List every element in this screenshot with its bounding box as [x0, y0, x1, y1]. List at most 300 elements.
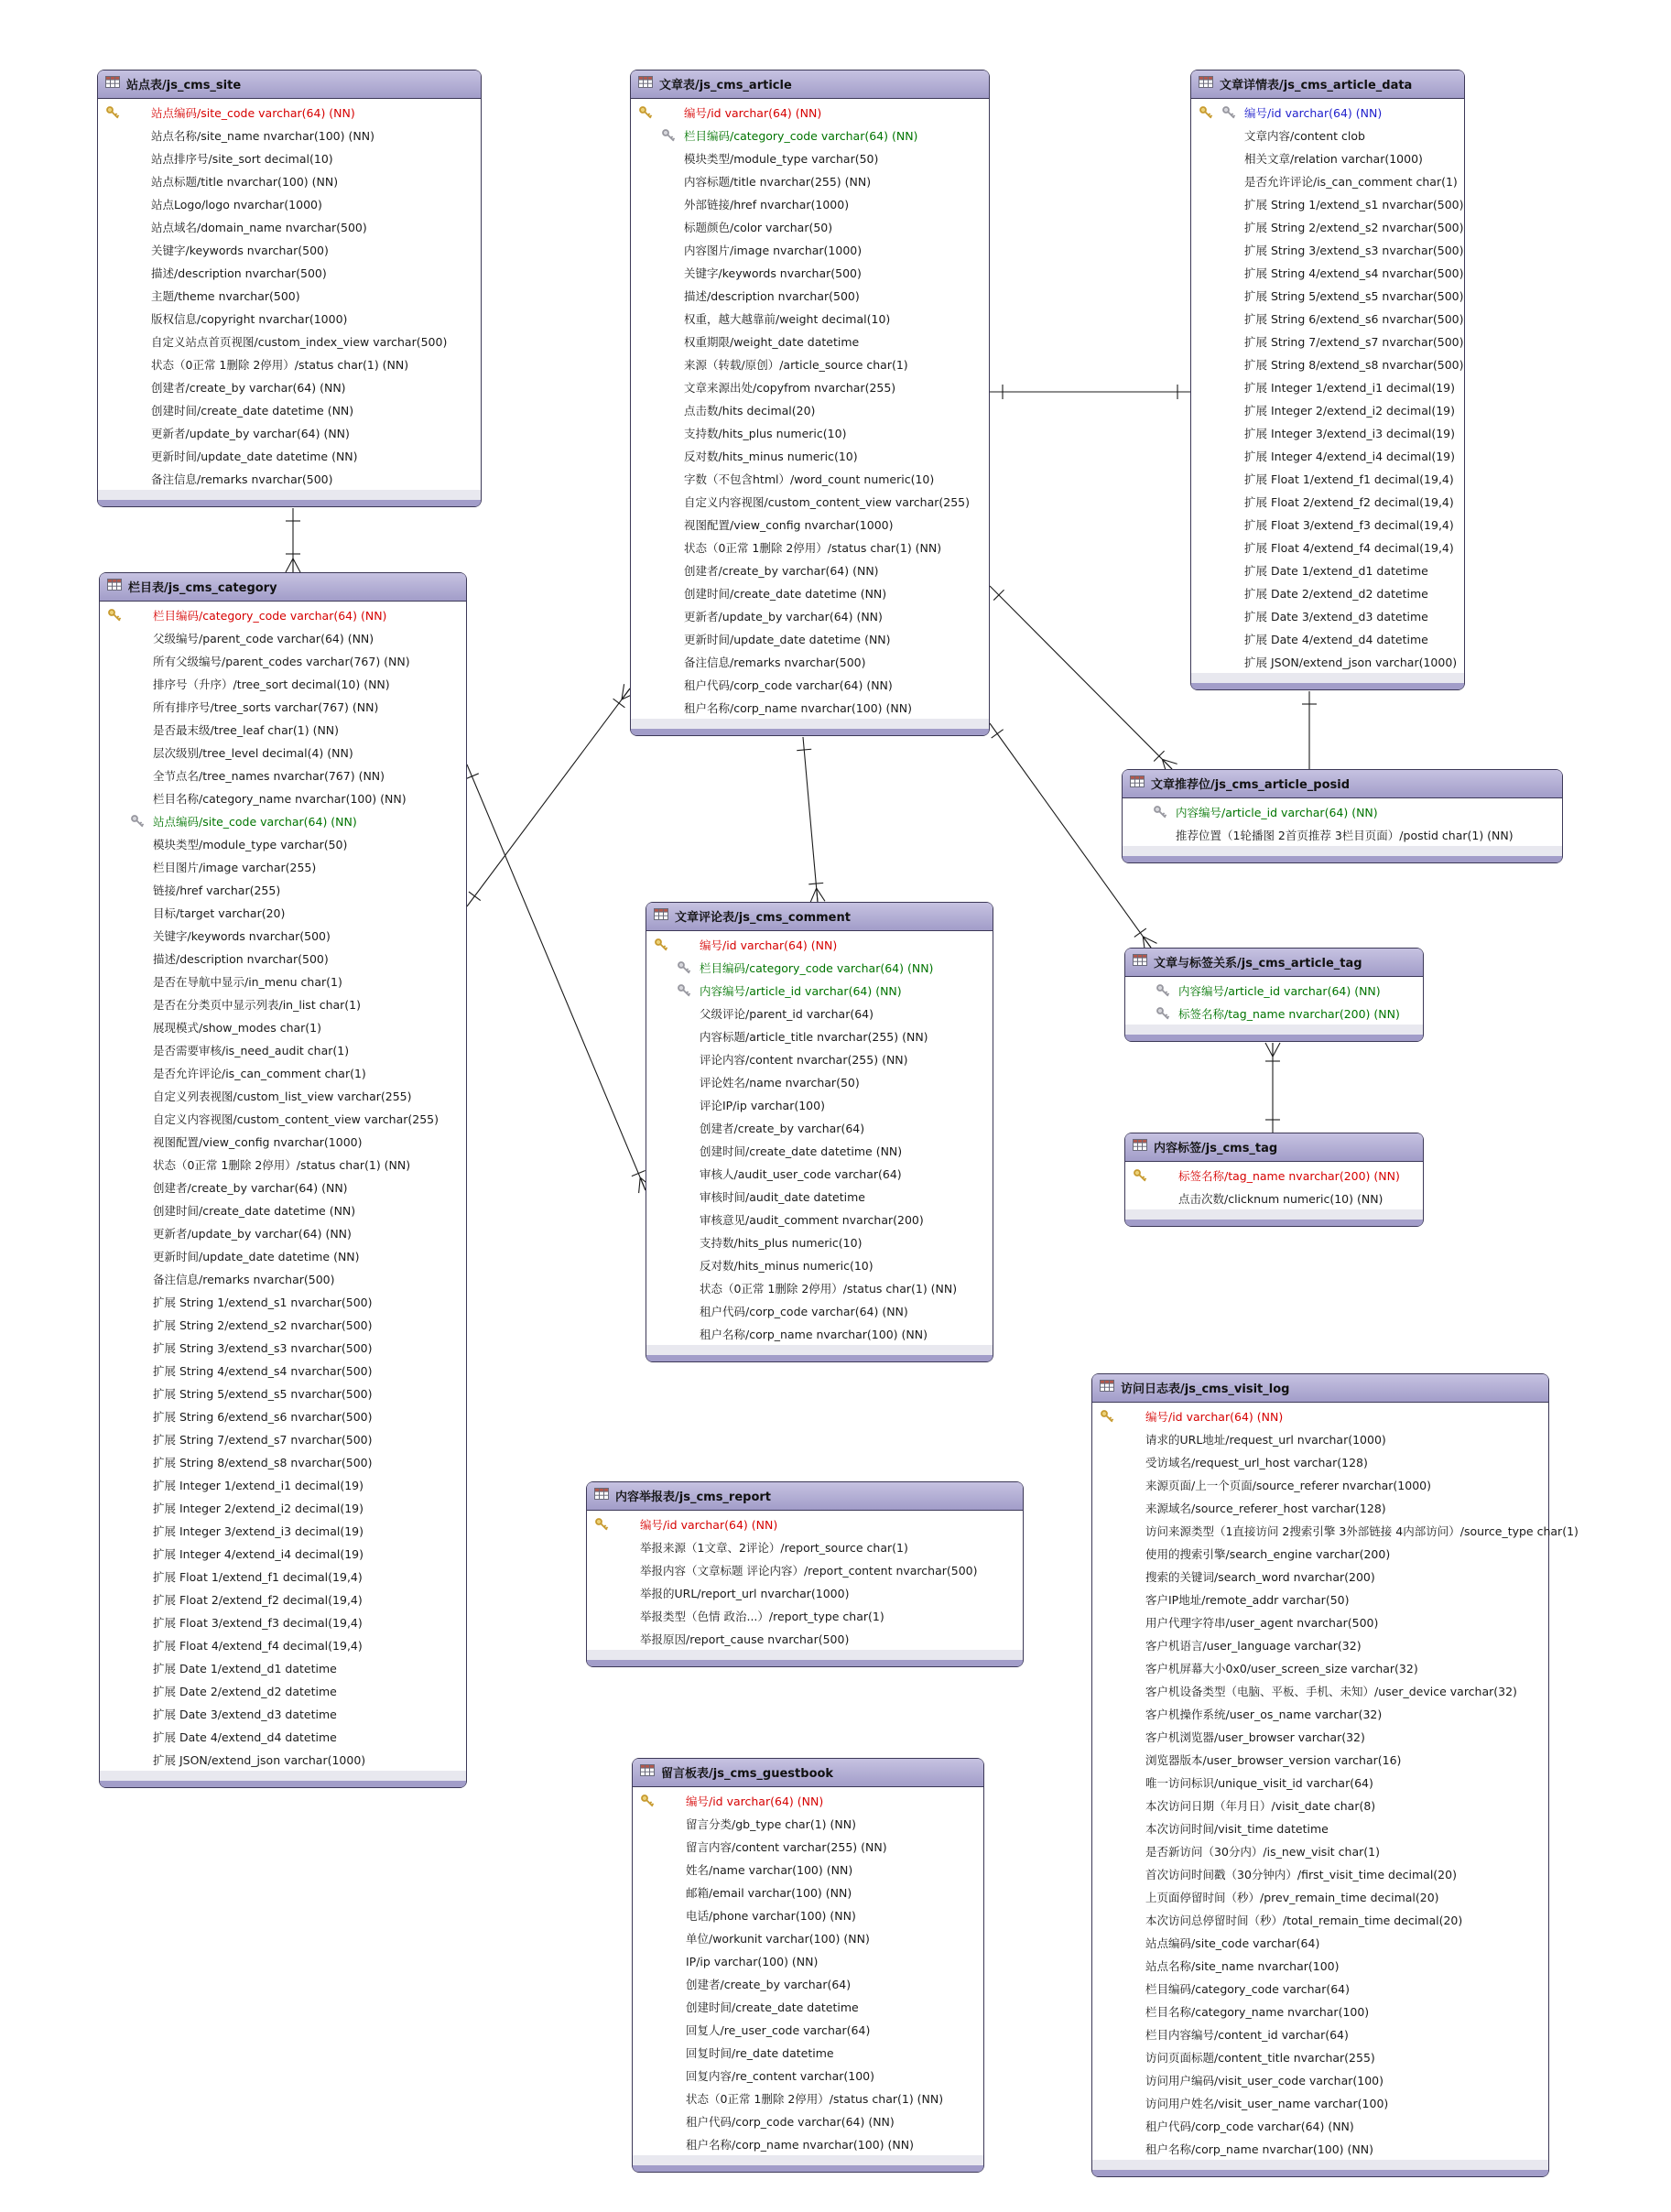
field-text: 全节点名/tree_names nvarchar(767) (NN): [153, 769, 385, 783]
field-text: 栏目编码/category_code varchar(64) (NN): [684, 129, 918, 143]
table-report[interactable]: [586, 1481, 1024, 1667]
field-text: 是否在分类页中显示列表/in_list char(1): [153, 998, 361, 1012]
field-text: IP/ip varchar(100) (NN): [686, 1955, 819, 1968]
field-row: [587, 1535, 1023, 1558]
field-row: [631, 398, 989, 421]
field-text: 扩展 String 1/extend_s1 nvarchar(500): [153, 1296, 373, 1309]
table-header[interactable]: [1125, 949, 1423, 977]
field-text: 扩展 String 5/extend_s5 nvarchar(500): [1244, 289, 1464, 303]
field-text: 访问页面标题/content_title nvarchar(255): [1145, 2051, 1375, 2065]
field-row: [633, 2087, 983, 2109]
field-text: 扩展 String 8/extend_s8 nvarchar(500): [153, 1456, 373, 1469]
field-text: 字数（不包含html）/word_count numeric(10): [684, 472, 935, 486]
table-bottom-band: [631, 729, 989, 735]
field-text: 栏目名称/category_name nvarchar(100): [1145, 2005, 1370, 2019]
table-title: 文章评论表/js_cms_comment: [675, 911, 851, 925]
field-row: [100, 1565, 466, 1588]
field-text: 扩展 String 2/extend_s2 nvarchar(500): [153, 1318, 373, 1332]
field-text: 标签名称/tag_name nvarchar(200) (NN): [1178, 1007, 1400, 1021]
field-text: 扩展 Date 4/extend_d4 datetime: [153, 1730, 337, 1744]
field-row: [1191, 124, 1464, 146]
field-row: [1125, 1187, 1423, 1209]
field-row: [1191, 604, 1464, 627]
field-row: [1092, 2022, 1548, 2045]
table-header[interactable]: [633, 1759, 983, 1787]
field-row: [631, 696, 989, 719]
field-row: [1092, 1816, 1548, 1839]
table-field-list: [1092, 1403, 1579, 2160]
field-text: 关键字/keywords nvarchar(500): [684, 266, 862, 280]
table-header[interactable]: [100, 573, 466, 602]
field-text: 电话/phone varchar(100) (NN): [686, 1909, 856, 1923]
table-field-list: [1125, 1162, 1423, 1209]
field-row: [631, 467, 989, 490]
table-article[interactable]: [630, 70, 990, 736]
table-header[interactable]: [631, 70, 989, 99]
table-article_data[interactable]: [1190, 70, 1465, 690]
field-row: [1092, 1908, 1548, 1931]
field-text: 扩展 Float 2/extend_f2 decimal(19,4): [1244, 495, 1454, 509]
field-row: [1092, 1885, 1548, 1908]
field-text: 排序号（升序）/tree_sort decimal(10) (NN): [153, 678, 390, 691]
field-row: [646, 1162, 993, 1185]
field-text: 回复内容/re_content varchar(100): [686, 2069, 874, 2083]
field-text: 状态（0正常 1删除 2停用）/status char(1) (NN): [700, 1282, 958, 1296]
field-text: 扩展 String 3/extend_s3 nvarchar(500): [153, 1341, 373, 1355]
field-row: [1191, 536, 1464, 558]
table-field-list: [1125, 977, 1423, 1025]
field-row: [98, 124, 481, 146]
table-header[interactable]: [98, 70, 481, 99]
field-row: [100, 855, 466, 878]
field-row: [100, 1084, 466, 1107]
field-row: [631, 261, 989, 284]
field-text: 扩展 Integer 4/extend_i4 decimal(19): [1244, 450, 1455, 463]
field-text: 站点Logo/logo nvarchar(1000): [151, 198, 322, 211]
field-text: 自定义内容视图/custom_content_view varchar(255): [153, 1112, 439, 1126]
foreign-key-icon: [1156, 1005, 1171, 1028]
table-footer: [98, 490, 481, 500]
field-text: 扩展 Date 3/extend_d3 datetime: [153, 1708, 337, 1721]
table-title: 内容举报表/js_cms_report: [615, 1491, 772, 1504]
field-text: 评论内容/content nvarchar(255) (NN): [700, 1053, 908, 1067]
field-row: [100, 695, 466, 718]
field-text: 租户名称/corp_name nvarchar(100) (NN): [684, 701, 912, 715]
field-row: [646, 1231, 993, 1253]
field-row: [98, 169, 481, 192]
field-text: 视图配置/view_config nvarchar(1000): [153, 1135, 363, 1149]
field-text: 扩展 Integer 4/extend_i4 decimal(19): [153, 1547, 363, 1561]
field-text: 租户名称/corp_name nvarchar(100) (NN): [700, 1328, 928, 1341]
field-row: [100, 1061, 466, 1084]
field-row: [631, 650, 989, 673]
field-text: 站点编码/site_code varchar(64) (NN): [153, 815, 357, 829]
field-text: 自定义内容视图/custom_content_view varchar(255): [684, 495, 970, 509]
field-text: 状态（0正常 1删除 2停用）/status char(1) (NN): [686, 2092, 944, 2106]
table-footer: [587, 1650, 1023, 1660]
field-text: 创建者/create_by varchar(64) (NN): [684, 564, 879, 578]
field-text: 租户代码/corp_code varchar(64) (NN): [684, 678, 893, 692]
field-text: 搜索的关键词/search_word nvarchar(200): [1145, 1570, 1375, 1584]
field-text: 所有父级编号/parent_codes varchar(767) (NN): [153, 655, 410, 668]
field-text: 来源域名/source_referer_host varchar(128): [1145, 1502, 1386, 1515]
field-row: [587, 1581, 1023, 1604]
field-row: [631, 421, 989, 444]
field-text: 相关文章/relation varchar(1000): [1244, 152, 1423, 166]
field-text: 扩展 String 6/extend_s6 nvarchar(500): [153, 1410, 373, 1424]
field-row: [1092, 1702, 1548, 1725]
field-text: 租户名称/corp_name nvarchar(100) (NN): [686, 2138, 914, 2152]
table-icon: [1130, 769, 1145, 797]
field-text: 扩展 JSON/extend_json varchar(1000): [1244, 656, 1458, 669]
field-row: [100, 1542, 466, 1565]
field-row: [631, 307, 989, 330]
field-text: 扩展 Float 4/extend_f4 decimal(19,4): [153, 1639, 363, 1653]
field-text: 创建者/create_by varchar(64) (NN): [153, 1181, 348, 1195]
field-row: [631, 101, 989, 124]
field-row: [1092, 2068, 1548, 2091]
field-row: [631, 604, 989, 627]
field-row: [1092, 1519, 1579, 1542]
field-text: 自定义列表视图/custom_list_view varchar(255): [153, 1090, 412, 1103]
field-text: 推荐位置（1轮播图 2首页推荐 3栏目页面）/postid char(1) (NN): [1176, 829, 1514, 842]
field-text: 编号/id varchar(64) (NN): [640, 1518, 778, 1532]
field-text: 支持数/hits_plus numeric(10): [700, 1236, 863, 1250]
field-text: 编号/id varchar(64) (NN): [1145, 1410, 1284, 1424]
field-row: [100, 1588, 466, 1610]
field-text: 创建时间/create_date datetime (NN): [684, 587, 887, 601]
field-text: 来源（转载/原创）/article_source char(1): [684, 358, 908, 372]
field-row: [100, 649, 466, 672]
field-row: [1191, 467, 1464, 490]
field-text: 扩展 Integer 2/extend_i2 decimal(19): [1244, 404, 1455, 417]
field-text: 更新时间/update_date datetime (NN): [684, 633, 891, 646]
table-icon: [1133, 1133, 1147, 1160]
field-text: 状态（0正常 1删除 2停用）/status char(1) (NN): [153, 1158, 411, 1172]
table-article_tag[interactable]: [1124, 948, 1424, 1042]
field-row: [100, 1725, 466, 1748]
field-row: [1092, 1565, 1548, 1588]
field-row: [100, 603, 466, 626]
table-footer: [1191, 673, 1464, 683]
field-row: [100, 924, 466, 947]
field-row: [100, 878, 466, 901]
table-guestbook[interactable]: [632, 1758, 984, 2173]
table-article_posid[interactable]: [1122, 769, 1563, 863]
field-text: 租户代码/corp_code varchar(64) (NN): [1145, 2120, 1354, 2133]
field-text: 展现模式/show_modes char(1): [153, 1021, 322, 1035]
table-title: 文章详情表/js_cms_article_data: [1220, 79, 1413, 92]
field-row: [1191, 650, 1464, 673]
field-row: [1191, 352, 1464, 375]
field-row: [98, 192, 481, 215]
field-text: 扩展 Float 3/extend_f3 decimal(19,4): [153, 1616, 363, 1630]
field-row: [1092, 2000, 1548, 2022]
field-text: 站点名称/site_name nvarchar(100) (NN): [151, 129, 374, 143]
table-field-list: [646, 931, 993, 1345]
field-row: [100, 672, 466, 695]
field-text: 是否最末级/tree_leaf char(1) (NN): [153, 723, 340, 737]
field-text: 审核时间/audit_date datetime: [700, 1190, 865, 1204]
table-comment[interactable]: [646, 902, 993, 1362]
field-row: [1092, 2137, 1548, 2160]
field-text: 创建时间/create_date datetime: [686, 2001, 859, 2014]
table-bottom-band: [646, 1355, 993, 1361]
field-row: [633, 1858, 983, 1881]
field-row: [100, 786, 466, 809]
field-text: 客户机操作系统/user_os_name varchar(32): [1145, 1708, 1383, 1721]
field-row: [100, 1176, 466, 1198]
field-text: 首次访问时间戳（30分钟内）/first_visit_time decimal(20): [1145, 1868, 1457, 1881]
table-visit_log[interactable]: [1091, 1373, 1579, 2177]
field-text: 关键字/keywords nvarchar(500): [151, 244, 329, 257]
field-row: [100, 626, 466, 649]
field-row: [1191, 101, 1464, 124]
field-row: [1092, 1794, 1548, 1816]
field-row: [98, 352, 481, 375]
field-text: 站点标题/title nvarchar(100) (NN): [151, 175, 339, 189]
field-row: [587, 1513, 1023, 1535]
field-text: 留言内容/content varchar(255) (NN): [686, 1840, 887, 1854]
field-row: [631, 284, 989, 307]
field-row: [1191, 513, 1464, 536]
field-text: 状态（0正常 1删除 2停用）/status char(1) (NN): [151, 358, 409, 372]
table-tag[interactable]: [1124, 1133, 1424, 1227]
field-row: [1191, 581, 1464, 604]
field-text: 扩展 String 3/extend_s3 nvarchar(500): [1244, 244, 1464, 257]
field-text: 编号/id varchar(64) (NN): [1244, 106, 1383, 120]
field-text: 扩展 Integer 1/extend_i1 decimal(19): [1244, 381, 1455, 395]
field-row: [100, 1336, 466, 1359]
table-footer: [1092, 2160, 1548, 2170]
field-row: [1191, 490, 1464, 513]
field-row: [646, 1093, 993, 1116]
field-text: 是否需要审核/is_need_audit char(1): [153, 1044, 350, 1057]
field-text: 更新者/update_by varchar(64) (NN): [684, 610, 883, 623]
field-row: [100, 947, 466, 970]
field-row: [1092, 2045, 1548, 2068]
field-row: [1191, 284, 1464, 307]
field-row: [100, 1633, 466, 1656]
table-field-list: [1123, 798, 1562, 846]
field-text: 外部链接/href nvarchar(1000): [684, 198, 850, 211]
field-row: [631, 627, 989, 650]
field-row: [1191, 421, 1464, 444]
field-row: [100, 1404, 466, 1427]
field-row: [631, 513, 989, 536]
field-row: [631, 192, 989, 215]
field-text: 视图配置/view_config nvarchar(1000): [684, 518, 894, 532]
field-text: 扩展 String 4/extend_s4 nvarchar(500): [1244, 266, 1464, 280]
table-icon: [638, 70, 653, 97]
field-row: [1191, 215, 1464, 238]
field-text: 内容编号/article_id varchar(64) (NN): [1178, 984, 1381, 998]
field-text: 模块类型/module_type varchar(50): [153, 838, 348, 851]
field-row: [100, 832, 466, 855]
field-row: [646, 956, 993, 979]
field-row: [1191, 169, 1464, 192]
field-text: 租户代码/corp_code varchar(64) (NN): [686, 2115, 895, 2129]
field-text: 扩展 Date 2/extend_d2 datetime: [153, 1685, 337, 1698]
field-row: [100, 1015, 466, 1038]
table-bottom-band: [1125, 1220, 1423, 1226]
table-category[interactable]: [99, 572, 467, 1788]
field-row: [1125, 979, 1423, 1002]
field-text: 用户代理字符串/user_agent nvarchar(500): [1145, 1616, 1379, 1630]
field-row: [100, 1610, 466, 1633]
table-header[interactable]: [646, 903, 993, 931]
field-row: [100, 1496, 466, 1519]
table-field-list: [98, 99, 481, 490]
field-row: [631, 169, 989, 192]
table-field-list: [1191, 99, 1464, 673]
field-text: 扩展 Date 3/extend_d3 datetime: [1244, 610, 1428, 623]
field-row: [633, 1835, 983, 1858]
field-text: 客户机浏览器/user_browser varchar(32): [1145, 1730, 1365, 1744]
field-row: [646, 1322, 993, 1345]
table-header[interactable]: [1123, 770, 1562, 798]
table-bottom-band: [1125, 1035, 1423, 1041]
field-text: 内容标题/article_title nvarchar(255) (NN): [700, 1030, 928, 1044]
table-header[interactable]: [587, 1482, 1023, 1511]
field-row: [100, 1313, 466, 1336]
table-icon: [654, 902, 668, 929]
field-row: [631, 536, 989, 558]
field-text: 扩展 Integer 3/extend_i3 decimal(19): [1244, 427, 1455, 440]
field-row: [100, 1473, 466, 1496]
field-row: [646, 1047, 993, 1070]
table-header[interactable]: [1191, 70, 1464, 99]
field-row: [100, 1038, 466, 1061]
field-text: 来源页面/上一个页面/source_referer nvarchar(1000): [1145, 1479, 1431, 1492]
field-text: 评论IP/ip varchar(100): [700, 1099, 825, 1112]
field-text: 权重期限/weight_date datetime: [684, 335, 860, 349]
field-row: [631, 146, 989, 169]
table-footer: [631, 719, 989, 729]
field-row: [100, 992, 466, 1015]
field-text: 权重，越大越靠前/weight decimal(10): [684, 312, 891, 326]
field-row: [1125, 1164, 1423, 1187]
field-row: [1191, 192, 1464, 215]
field-row: [633, 1995, 983, 2018]
field-row: [633, 2064, 983, 2087]
field-text: 扩展 Float 2/extend_f2 decimal(19,4): [153, 1593, 363, 1607]
table-header[interactable]: [1125, 1133, 1423, 1162]
field-text: 模块类型/module_type varchar(50): [684, 152, 879, 166]
field-text: 客户机设备类型（电脑、平板、手机、未知）/user_device varchar(32): [1145, 1685, 1517, 1698]
field-text: 内容编号/article_id varchar(64) (NN): [700, 984, 902, 998]
field-text: 扩展 Integer 3/extend_i3 decimal(19): [153, 1524, 363, 1538]
field-row: [1191, 375, 1464, 398]
field-text: 栏目编码/category_code varchar(64) (NN): [700, 961, 934, 975]
field-text: 租户代码/corp_code varchar(64) (NN): [700, 1305, 908, 1318]
field-text: 扩展 Float 1/extend_f1 decimal(19,4): [153, 1570, 363, 1584]
table-header[interactable]: [1092, 1374, 1548, 1403]
field-row: [631, 124, 989, 146]
field-text: 扩展 String 7/extend_s7 nvarchar(500): [153, 1433, 373, 1447]
field-row: [100, 1450, 466, 1473]
field-row: [100, 718, 466, 741]
table-icon: [594, 1481, 609, 1509]
table-site[interactable]: [97, 70, 482, 507]
table-field-list: [633, 1787, 983, 2155]
table-bottom-band: [633, 2165, 983, 2172]
field-row: [100, 1290, 466, 1313]
field-text: 自定义站点首页视图/custom_index_view varchar(500): [151, 335, 448, 349]
field-row: [100, 1519, 466, 1542]
field-text: 链接/href varchar(255): [153, 884, 281, 897]
table-bottom-band: [1092, 2170, 1548, 2176]
field-text: 关键字/keywords nvarchar(500): [153, 929, 331, 943]
field-row: [1092, 1977, 1548, 2000]
field-text: 内容标题/title nvarchar(255) (NN): [684, 175, 872, 189]
field-text: 扩展 Integer 2/extend_i2 decimal(19): [153, 1502, 363, 1515]
field-text: 本次访问总停留时间（秒）/total_remain_time decimal(20): [1145, 1914, 1463, 1927]
field-row: [1092, 2091, 1548, 2114]
field-row: [646, 1299, 993, 1322]
field-row: [100, 1679, 466, 1702]
field-row: [100, 809, 466, 832]
field-row: [1092, 1931, 1548, 1954]
field-text: 反对数/hits_minus numeric(10): [700, 1259, 873, 1273]
field-row: [1092, 1473, 1548, 1496]
field-text: 扩展 Date 1/extend_d1 datetime: [1244, 564, 1428, 578]
field-row: [1092, 1679, 1548, 1702]
field-row: [631, 215, 989, 238]
field-row: [633, 2132, 983, 2155]
field-row: [1191, 627, 1464, 650]
table-title: 站点表/js_cms_site: [126, 79, 242, 92]
field-text: 文章来源出处/copyfrom nvarchar(255): [684, 381, 896, 395]
field-row: [100, 1221, 466, 1244]
field-text: 栏目内容编号/content_id varchar(64): [1145, 2028, 1349, 2042]
table-icon: [1199, 70, 1213, 97]
field-row: [100, 1359, 466, 1382]
field-text: 回复人/re_user_code varchar(64): [686, 2023, 871, 2037]
field-text: 编号/id varchar(64) (NN): [686, 1795, 824, 1808]
field-text: 扩展 String 4/extend_s4 nvarchar(500): [153, 1364, 373, 1378]
field-text: 标签名称/tag_name nvarchar(200) (NN): [1178, 1169, 1400, 1183]
field-row: [633, 2109, 983, 2132]
field-text: 主题/theme nvarchar(500): [151, 289, 300, 303]
field-text: 邮箱/email varchar(100) (NN): [686, 1886, 852, 1900]
field-text: 编号/id varchar(64) (NN): [700, 938, 838, 952]
field-text: 栏目名称/category_name nvarchar(100) (NN): [153, 792, 407, 806]
field-row: [1191, 558, 1464, 581]
field-text: 创建时间/create_date datetime (NN): [700, 1144, 903, 1158]
field-row: [1092, 1588, 1548, 1610]
field-text: 内容编号/article_id varchar(64) (NN): [1176, 806, 1378, 819]
field-text: 访问来源类型（1直接访问 2搜索引擎 3外部链接 4内部访问）/source_type char(1): [1145, 1524, 1579, 1538]
field-text: 是否允许评论/is_can_comment char(1): [153, 1067, 366, 1080]
table-field-list: [631, 99, 989, 719]
field-text: 客户机语言/user_language varchar(32): [1145, 1639, 1362, 1653]
field-text: 扩展 Float 4/extend_f4 decimal(19,4): [1244, 541, 1454, 555]
field-row: [1191, 307, 1464, 330]
field-row: [100, 901, 466, 924]
field-row: [1092, 1496, 1548, 1519]
field-text: 更新时间/update_date datetime (NN): [151, 450, 358, 463]
field-text: 扩展 String 1/extend_s1 nvarchar(500): [1244, 198, 1464, 211]
field-row: [646, 1070, 993, 1093]
field-text: 栏目图片/image varchar(255): [153, 861, 317, 874]
table-footer: [633, 2155, 983, 2165]
field-row: [98, 330, 481, 352]
field-text: 上页面停留时间（秒）/prev_remain_time decimal(20): [1145, 1891, 1439, 1904]
field-row: [633, 1949, 983, 1972]
field-text: 客户机屏幕大小0x0/user_screen_size varchar(32): [1145, 1662, 1418, 1675]
field-row: [98, 444, 481, 467]
